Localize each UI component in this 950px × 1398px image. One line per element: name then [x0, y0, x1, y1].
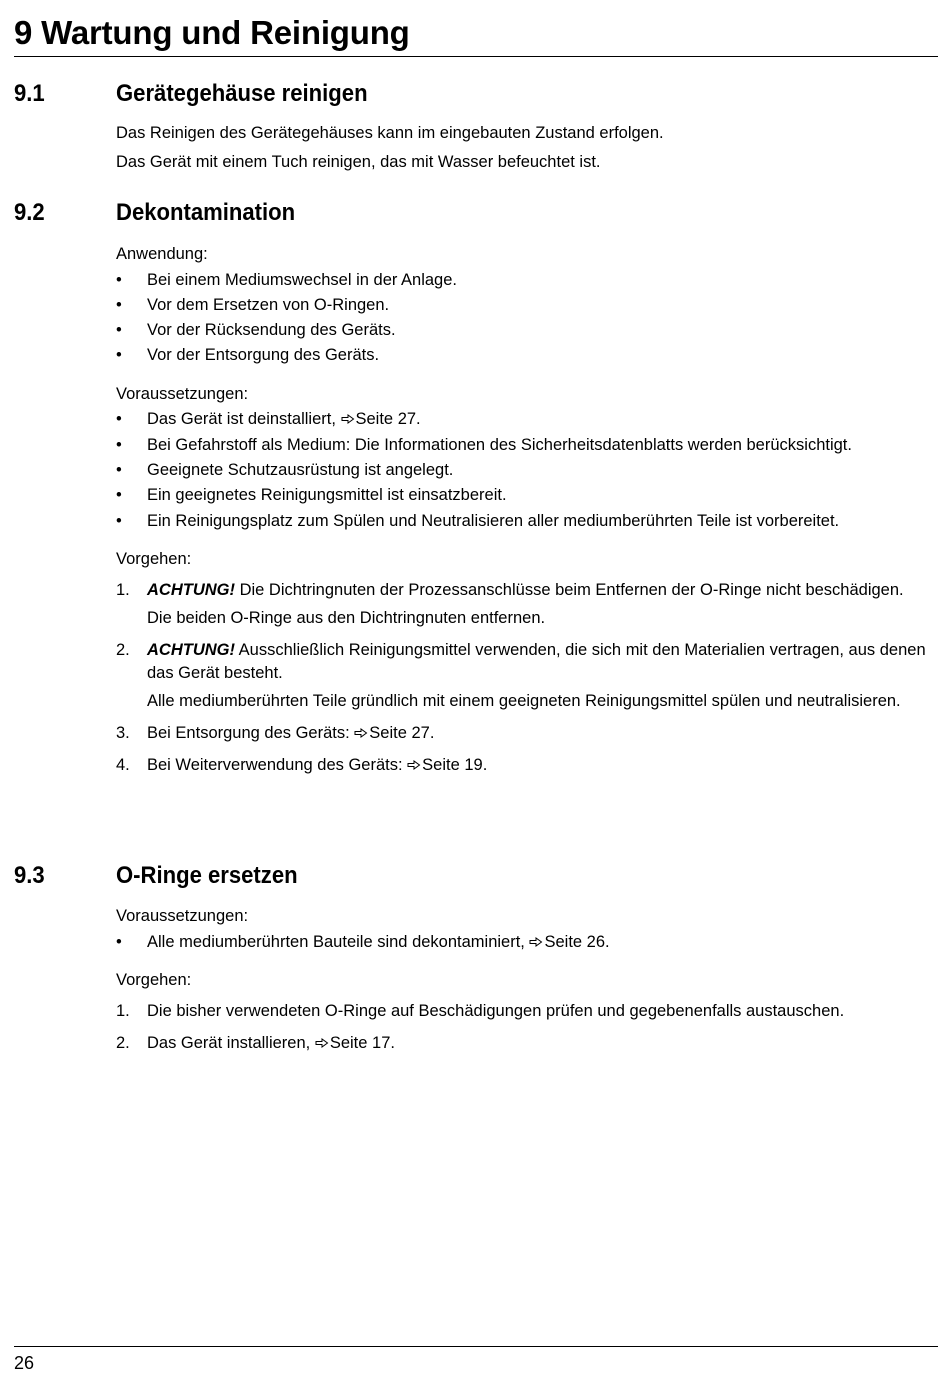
step-instruction: Die bisher verwendeten O-Ringe auf Beschädigungen prüfen und gegebenenfalls austauschen. [147, 1001, 845, 1020]
vorgehen-label: Vorgehen: [116, 550, 192, 569]
list-item [116, 459, 938, 482]
section-body [116, 905, 938, 1054]
section-number: 9.3 [14, 862, 45, 889]
warning-label: ACHTUNG! [147, 580, 235, 599]
section-body [116, 243, 938, 777]
list-item [116, 294, 938, 317]
step-action: Alle mediumberührten Teile gründlich mit einem geeigneten Reinigungsmittel spülen und neutralisieren. [147, 692, 901, 711]
list-item [116, 319, 938, 342]
vorgehen-label: Vorgehen: [116, 971, 192, 989]
list-item-text: Ein Reinigungsplatz zum Spülen und Neutralisieren aller mediumberührten Teile ist vorbereitet. [147, 511, 840, 530]
list-item-text: Alle mediumberührten Bauteile sind dekontaminiert, [147, 932, 530, 951]
list-item [116, 408, 938, 431]
step-item [116, 1000, 938, 1023]
vorgehen-steps [116, 1000, 938, 1055]
bullet-icon: • [116, 270, 122, 289]
section-number: 9.2 [14, 199, 45, 226]
step-item [116, 1032, 938, 1055]
step-item [116, 722, 938, 745]
step-number: 1. [116, 1001, 130, 1020]
list-item-text: Bei einem Mediumswechsel in der Anlage. [147, 270, 457, 289]
page-reference-link[interactable]: Seite 27. [355, 410, 421, 429]
footer-rule [14, 1346, 938, 1347]
page-reference-link[interactable]: Seite 26. [544, 932, 610, 951]
section-title: Dekontamination [116, 199, 296, 226]
page-reference-link[interactable]: Seite 17. [329, 1033, 395, 1052]
section-9-1 [14, 74, 938, 180]
step-item [116, 639, 938, 713]
list-item [116, 510, 938, 533]
step-instruction: Bei Weiterverwendung des Geräts: [147, 756, 408, 775]
list-item-text: Vor dem Ersetzen von O-Ringen. [147, 295, 390, 314]
section-number: 9.1 [14, 80, 45, 107]
paragraph: Das Gerät mit einem Tuch reinigen, das mit Wasser befeuchtet ist. [116, 153, 601, 171]
page-reference-link[interactable]: Seite 27. [369, 724, 435, 743]
list-item-text: Bei Gefahrstoff als Medium: Die Informationen des Sicherheitsdatenblatts werden berücksichtigt. [147, 435, 852, 454]
section-heading [14, 74, 938, 114]
anwendung-label: Anwendung: [116, 245, 208, 263]
page-number: 26 [14, 1353, 35, 1373]
bullet-icon: • [116, 346, 122, 365]
voraussetzungen-label: Voraussetzungen: [116, 384, 249, 403]
bullet-icon: • [116, 932, 122, 951]
list-item-text: Vor der Rücksendung des Geräts. [147, 321, 396, 340]
list-item [116, 931, 938, 954]
step-number: 4. [116, 756, 130, 775]
step-action: Die beiden O-Ringe aus den Dichtringnuten entfernen. [147, 609, 546, 628]
section-title: O-Ringe ersetzen [116, 862, 298, 889]
bullet-icon: • [116, 321, 122, 340]
step-text [147, 579, 938, 602]
list-item [116, 484, 938, 507]
step-instruction: Bei Entsorgung des Geräts: [147, 724, 355, 743]
arrow-right-outline-icon [354, 728, 368, 738]
bullet-icon: • [116, 435, 122, 454]
step-number: 2. [116, 641, 130, 660]
step-item [116, 754, 938, 777]
arrow-right-outline-icon [315, 1038, 329, 1048]
step-text [147, 639, 938, 684]
bullet-icon: • [116, 410, 122, 429]
arrow-right-outline-icon [407, 760, 421, 770]
step-number: 3. [116, 724, 130, 743]
section-body [116, 122, 938, 174]
list-item-text: Ein geeignetes Reinigungsmittel ist einsatzbereit. [147, 486, 507, 505]
chapter-title: 9 Wartung und Reinigung [14, 14, 410, 51]
list-item-text: Das Gerät ist deinstalliert, [147, 410, 341, 429]
step-instruction: Ausschließlich Reinigungsmittel verwenden, die sich mit den Materialien vertragen, aus denen das Gerät besteht. [147, 641, 926, 682]
list-item-text: Vor der Entsorgung des Geräts. [147, 346, 380, 365]
list-item [116, 269, 938, 292]
step-instruction: Das Gerät installieren, [147, 1033, 315, 1052]
page-reference-link[interactable]: Seite 19. [422, 756, 488, 775]
arrow-right-outline-icon [341, 414, 355, 424]
bullet-icon: • [116, 460, 122, 479]
section-title: Gerätegehäuse reinigen [116, 80, 368, 107]
bullet-icon: • [116, 295, 122, 314]
arrow-right-outline-icon [529, 937, 543, 947]
warning-label: ACHTUNG! [147, 641, 235, 660]
anwendung-list [116, 269, 938, 367]
section-heading [14, 193, 938, 233]
step-instruction: Die Dichtringnuten der Prozessanschlüsse beim Entfernen der O-Ringe nicht beschädigen. [235, 580, 904, 599]
section-heading [14, 856, 938, 896]
vorgehen-steps [116, 579, 938, 777]
step-item [116, 579, 938, 630]
document-page [14, 0, 938, 1398]
chapter-rule [14, 56, 938, 57]
section-9-2 [14, 193, 938, 786]
list-item-text: Geeignete Schutzausrüstung ist angelegt. [147, 460, 454, 479]
list-item [116, 344, 938, 367]
paragraph: Das Reinigen des Gerätegehäuses kann im eingebauten Zustand erfolgen. [116, 124, 664, 142]
step-number: 1. [116, 580, 130, 599]
voraussetzungen-list [116, 931, 938, 954]
bullet-icon: • [116, 511, 122, 530]
step-number: 2. [116, 1033, 130, 1052]
voraussetzungen-label: Voraussetzungen: [116, 907, 249, 925]
bullet-icon: • [116, 486, 122, 505]
section-9-3 [14, 856, 938, 1064]
voraussetzungen-list [116, 408, 938, 532]
list-item [116, 434, 938, 457]
